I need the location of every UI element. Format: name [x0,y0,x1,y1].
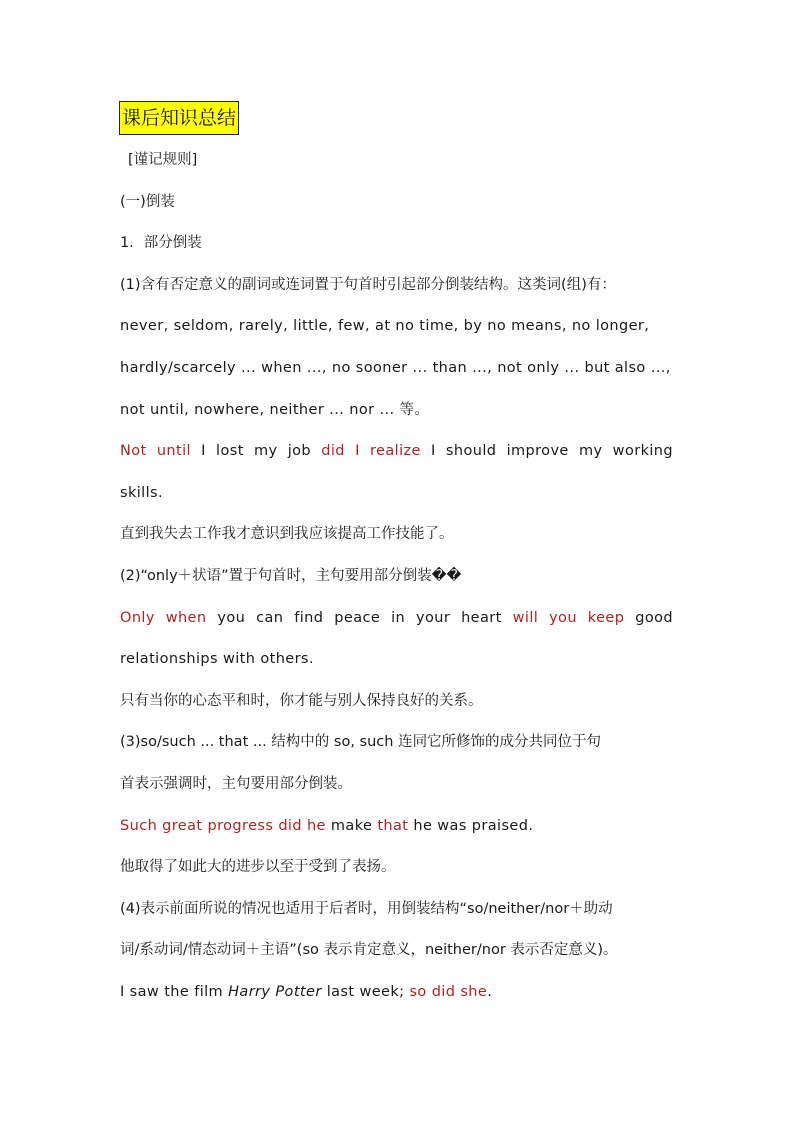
rule-2-text: (2)“only＋状语”置于句首时，主句要用部分倒装�� [120,568,462,584]
rule-1-text: (1)含有否定意义的副词或连词置于句首时引起部分倒装结构。这类词(组)有： [120,277,616,293]
example-text: make [325,818,378,834]
rule-2-example [120,608,673,628]
rule-4-example [120,982,492,1002]
example-text: he was praised. [408,818,534,834]
rule-3-translation: 他取得了如此大的进步以至于受到了表扬。 [120,859,396,875]
rule-1-words-line-1: never, seldom, rarely, little, few, at no time, by no means, no longer, [120,318,650,334]
example-emphasis: will you keep [512,610,625,626]
heading-partial-inversion: 1．部分倒装 [120,235,202,251]
example-text: good [624,610,673,626]
example-emphasis: did I realize [321,443,421,459]
example-emphasis: that [377,818,409,834]
heading-inversion: (一)倒装 [120,194,175,210]
rule-4-text-line-1: (4)表示前面所说的情况也适用于后者时，用倒装结构“so/neither/nor＋助动 [120,901,613,917]
example-text: I lost my job [190,443,322,459]
rule-2-translation: 只有当你的心态平和时，你才能与别人保持良好的关系。 [120,693,483,709]
example-text: . [487,984,493,1000]
example-text: last week; [321,984,410,1000]
example-emphasis: Not until [120,443,191,459]
example-text: I saw the film [120,984,229,1000]
rule-1-words-line-2: hardly/scarcely ... when ..., no sooner ... than ..., not only ... but also ..., [120,360,671,376]
section-title: 课后知识总结 [119,101,239,135]
rule-4-text-line-2: 词/系动词/情态动词＋主语”(so 表示肯定意义，neither/nor 表示否定意义)。 [120,942,618,958]
rule-2-example-cont: relationships with others. [120,651,314,667]
example-title-italic: Harry Potter [228,984,322,1000]
rules-label: [谨记规则] [128,152,198,168]
rule-1-translation: 直到我失去工作我才意识到我应该提高工作技能了。 [120,526,454,542]
example-emphasis: Only when [120,610,207,626]
example-emphasis: Such great progress did he [120,818,326,834]
rule-1-example [120,441,673,461]
rule-1-words-line-3: not until, nowhere, neither ... nor ... 等。 [120,402,430,418]
rule-3-example [120,816,533,836]
example-text: I should improve my working [420,443,673,459]
rule-3-text-line-1: (3)so/such ... that ... 结构中的 so, such 连同它所修饰的成分共同位于句 [120,734,602,750]
rule-1-example-cont: skills. [120,485,164,501]
example-emphasis: so did she [409,984,488,1000]
example-text: you can find peace in your heart [206,610,513,626]
rule-3-text-line-2: 首表示强调时，主句要用部分倒装。 [120,776,352,792]
